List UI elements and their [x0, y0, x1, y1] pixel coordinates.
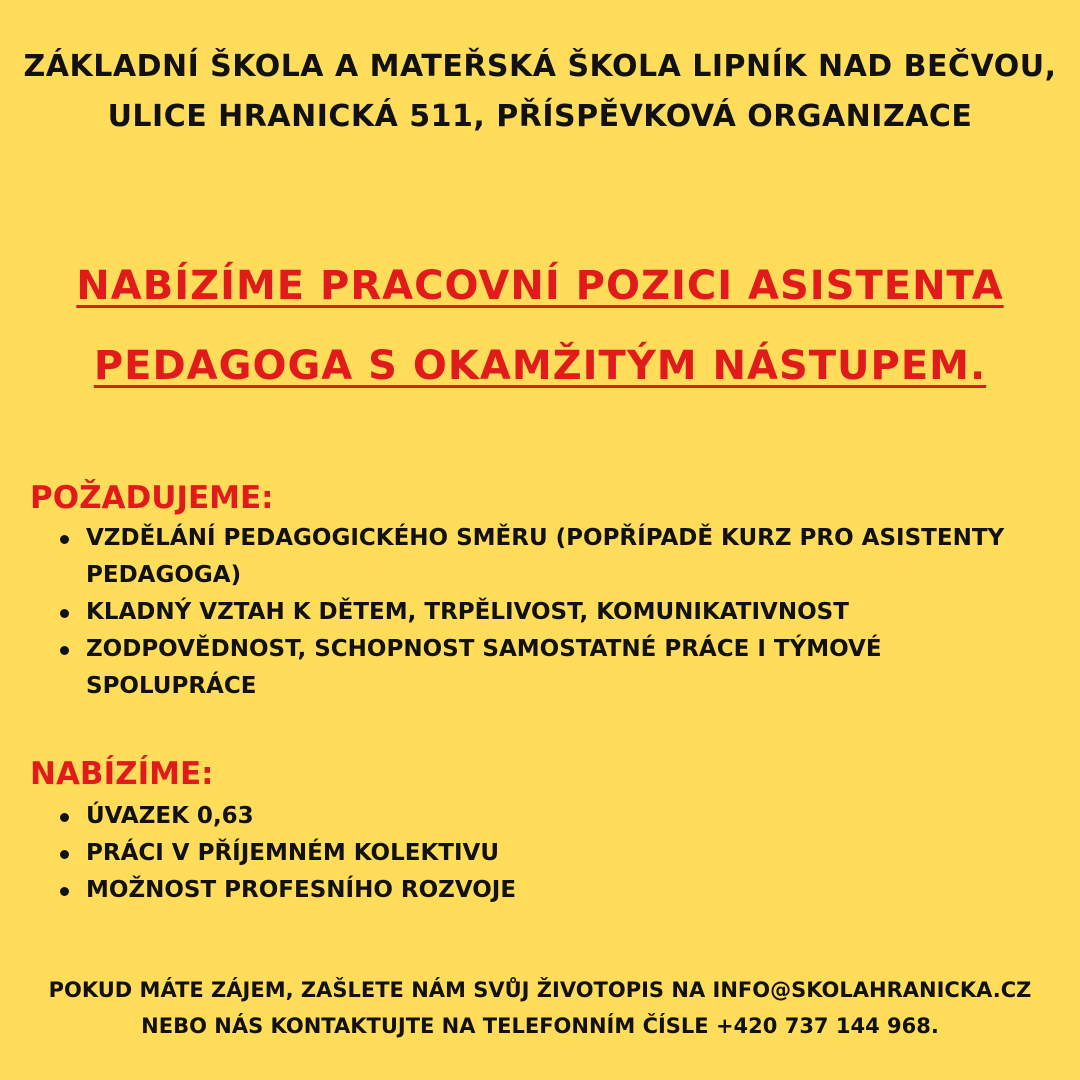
- offer-item: ÚVAZEK 0,63: [50, 798, 1040, 835]
- headline-line-1: NABÍZÍME PRACOVNÍ POZICI ASISTENTA: [76, 263, 1004, 309]
- offer-item: PRÁCI V PŘÍJEMNÉM KOLEKTIVU: [50, 835, 1040, 872]
- headline-line-2: PEDAGOGA S OKAMŽITÝM NÁSTUPEM.: [93, 343, 987, 389]
- job-headline: [20, 246, 1060, 406]
- school-header: [20, 42, 1060, 142]
- school-address-line: ULICE HRANICKÁ 511, PŘÍSPĚVKOVÁ ORGANIZACE: [107, 99, 973, 134]
- requirements-title: POŽADUJEME:: [30, 480, 274, 516]
- requirement-item: KLADNÝ VZTAH K DĚTEM, TRPĚLIVOST, KOMUNIKATIVNOST: [50, 594, 1040, 631]
- requirement-item: VZDĚLÁNÍ PEDAGOGICKÉHO SMĚRU (POPŘÍPADĚ KURZ PRO ASISTENTY PEDAGOGA): [50, 520, 1040, 594]
- offer-title: NABÍZÍME:: [30, 756, 214, 792]
- requirement-item: ZODPOVĚDNOST, SCHOPNOST SAMOSTATNÉ PRÁCE I TÝMOVÉ SPOLUPRÁCE: [50, 631, 1040, 705]
- requirements-list: [50, 520, 1040, 705]
- contact-email-line: POKUD MÁTE ZÁJEM, ZAŠLETE NÁM SVŮJ ŽIVOTOPIS NA INFO@SKOLAHRANICKA.CZ: [48, 978, 1032, 1002]
- offer-list: [50, 798, 1040, 909]
- offer-item: MOŽNOST PROFESNÍHO ROZVOJE: [50, 872, 1040, 909]
- school-name-line: ZÁKLADNÍ ŠKOLA A MATEŘSKÁ ŠKOLA LIPNÍK NAD BEČVOU,: [23, 49, 1057, 84]
- contact-footer: [20, 972, 1060, 1044]
- contact-phone-line: NEBO NÁS KONTAKTUJTE NA TELEFONNÍM ČÍSLE +420 737 144 968.: [141, 1014, 939, 1038]
